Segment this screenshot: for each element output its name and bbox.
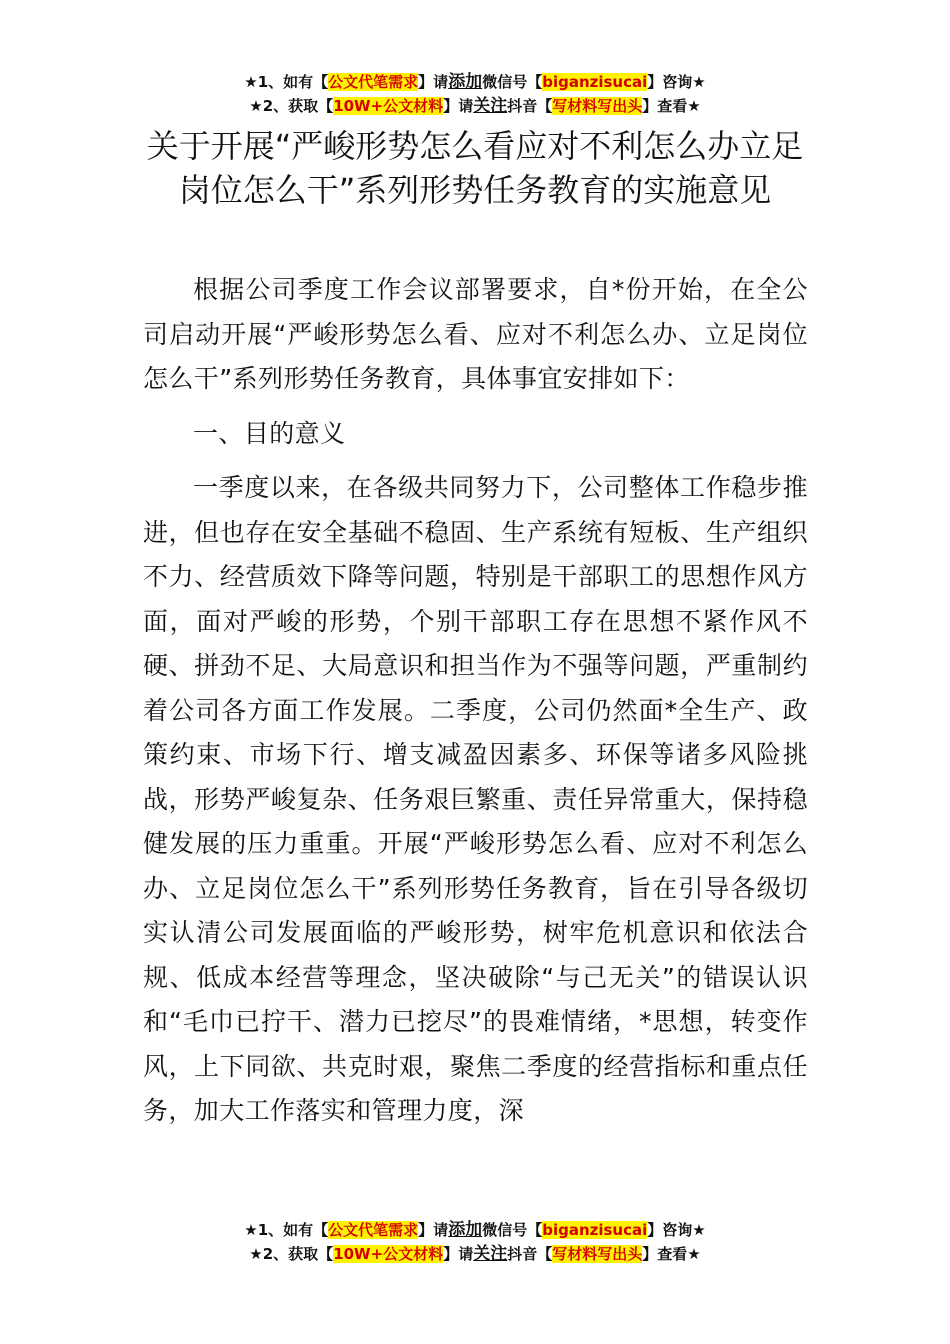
ad-line-1-mid-1: 】请 <box>418 1221 449 1239</box>
ad-line-1-highlight-2: biganzisucai <box>542 1221 648 1239</box>
ad-line-1-suffix: 】咨询★ <box>647 73 706 91</box>
ad-line-1 <box>0 70 950 94</box>
ad-line-2-highlight-2: 写材料写出头 <box>552 97 643 115</box>
intro-paragraph: 根据公司季度工作会议部署要求，自*份开始，在全公司启动开展“严峻形势怎么看、应对不利怎么办、立足岗位怎么干”系列形势任务教育，具体事宜安排如下： <box>143 275 808 393</box>
ad-line-2-emphasis: 关注 <box>473 96 508 116</box>
section-1-paragraph: 一季度以来，在各级共同努力下，公司整体工作稳步推进，但也存在安全基础不稳固、生产系统有短板、生产组织不力、经营质效下降等问题，特别是干部职工的思想作风方面，面对严峻的形势，个别干部职工存在思想不紧作风不硬、拼劲不足、大局意识和担当作为不强等问题，严重制约着公司各方面工作发展。二季度，公司仍然面*全生产、政策约束、市场下行、增支减盈因素多、环保等诸多风险挑战，形势严峻复杂、任务艰巨繁重、责任异常重大，保持稳健发展的压力重重。开展“严峻形势怎么看、应对不利怎么办、立足岗位怎么干”系列形势任务教育，旨在引导各级切实认清公司发展面临的严峻形势，树牢危机意识和依法合规、低成本经营等理念，坚决破除“与己无关”的错误认识和“毛巾已拧干、潜力已挖尽”的畏难情绪，*思想，转变作风，上下同欲、共克时艰，聚焦二季度的经营指标和重点任务，加大工作落实和管理力度，深 <box>143 473 808 1125</box>
ad-line-2-highlight-2: 写材料写出头 <box>552 1245 643 1263</box>
ad-line-1-suffix: 】咨询★ <box>647 1221 706 1239</box>
ad-line-2 <box>0 94 950 118</box>
ad-line-2-emphasis: 关注 <box>473 1244 508 1264</box>
ad-line-1-emphasis: 添加 <box>448 1220 483 1240</box>
ad-line-1-emphasis: 添加 <box>448 72 483 92</box>
ad-line-2-mid-2: 抖音【 <box>507 97 553 115</box>
ad-line-2-mid-1: 】请 <box>443 1245 474 1263</box>
ad-line-2-suffix: 】查看★ <box>642 1245 701 1263</box>
ad-line-1 <box>0 1218 950 1242</box>
ad-line-2-prefix: ★2、获取【 <box>249 97 334 115</box>
ad-line-1-highlight-1: 公文代笔需求 <box>328 73 419 91</box>
document-body <box>143 268 808 1134</box>
ad-line-2 <box>0 1242 950 1266</box>
ad-line-2-mid-2: 抖音【 <box>507 1245 553 1263</box>
ad-line-2-highlight-1: 10W+公文材料 <box>333 1245 444 1263</box>
ad-line-2-suffix: 】查看★ <box>642 97 701 115</box>
top-ad-banner <box>0 70 950 118</box>
ad-line-1-mid-2: 微信号【 <box>482 1221 543 1239</box>
document-title: 关于开展“严峻形势怎么看应对不利怎么办立足岗位怎么干”系列形势任务教育的实施意见 <box>146 127 804 209</box>
bottom-ad-banner <box>0 1218 950 1266</box>
ad-line-1-mid-1: 】请 <box>418 73 449 91</box>
ad-line-2-prefix: ★2、获取【 <box>249 1245 334 1263</box>
section-1-heading: 一、目的意义 <box>193 418 346 448</box>
ad-line-2-mid-1: 】请 <box>443 97 474 115</box>
ad-line-1-highlight-2: biganzisucai <box>542 73 648 91</box>
ad-line-1-highlight-1: 公文代笔需求 <box>328 1221 419 1239</box>
ad-line-2-highlight-1: 10W+公文材料 <box>333 97 444 115</box>
ad-line-1-prefix: ★1、如有【 <box>244 1221 329 1239</box>
ad-line-1-prefix: ★1、如有【 <box>244 73 329 91</box>
ad-line-1-mid-2: 微信号【 <box>482 73 543 91</box>
